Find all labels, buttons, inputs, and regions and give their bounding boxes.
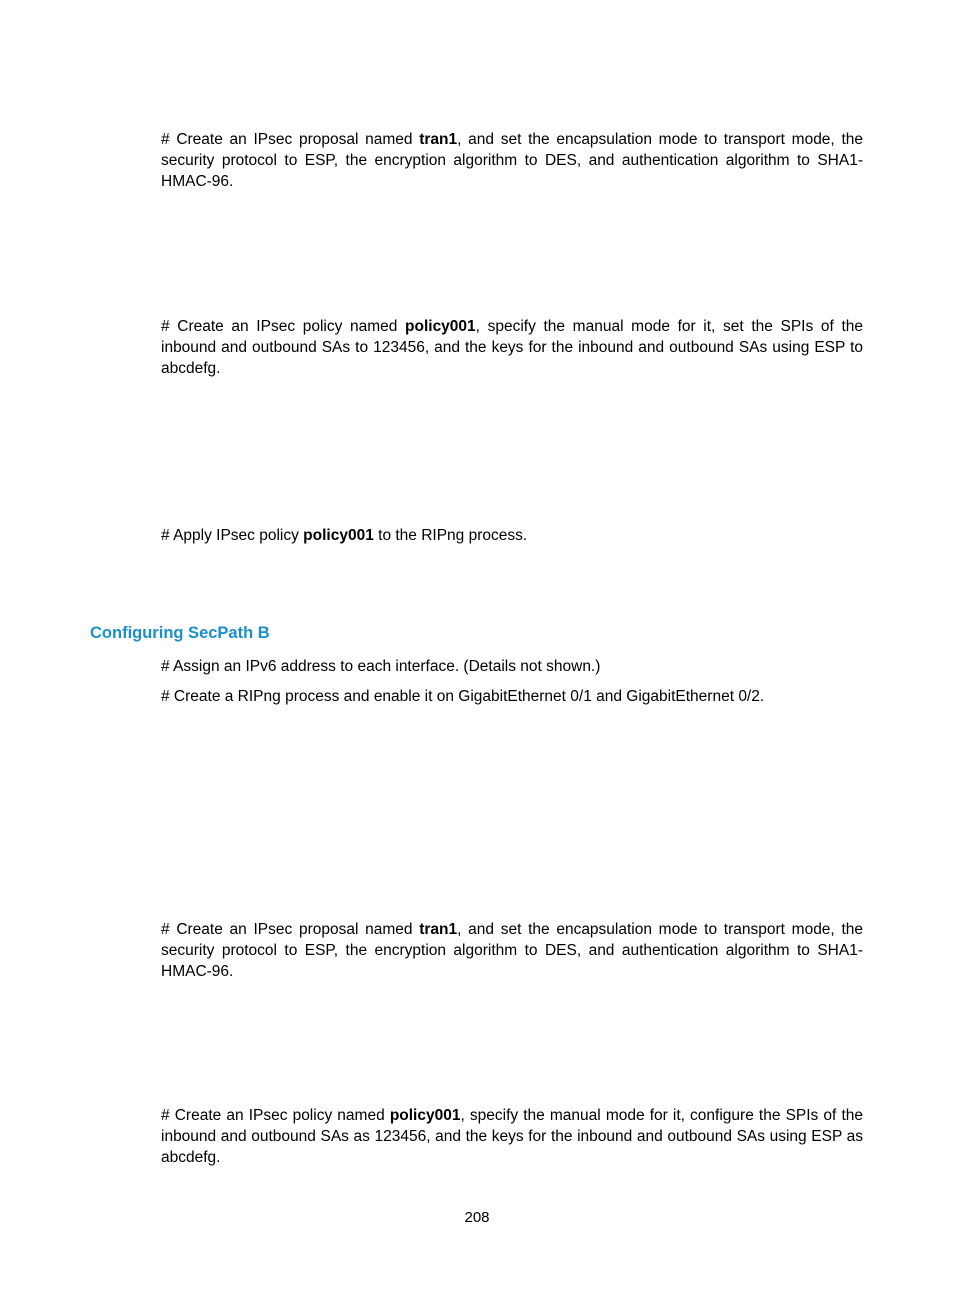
proposal-name: tran1 — [419, 131, 458, 148]
paragraph-text: , and set the encapsulation mode to transport mode, the security protocol to ESP, the encryption algorithm to DES, and authentication algorithm to SHA1-HMAC-96. — [161, 921, 863, 980]
paragraph-create-proposal-a — [161, 129, 863, 192]
paragraph-text: , specify the manual mode for it, set the SPIs of the inbound and outbound SAs to 123456, and the keys for the inbound and outbound SAs using ESP to abcdefg. — [161, 318, 863, 377]
policy-name: policy001 — [303, 527, 374, 544]
paragraph-text: # Create an IPsec proposal named — [161, 921, 420, 938]
paragraph-create-proposal-b — [161, 919, 863, 982]
proposal-name: tran1 — [419, 921, 458, 938]
paragraph-text: # Create an IPsec policy named — [161, 318, 406, 335]
paragraph-text: # Create an IPsec proposal named — [161, 131, 420, 148]
paragraph-text: , and set the encapsulation mode to transport mode, the security protocol to ESP, the encryption algorithm to DES, and authentication algorithm to SHA1-HMAC-96. — [161, 131, 863, 190]
paragraph-text: , specify the manual mode for it, configure the SPIs of the inbound and outbound SAs as 123456, and the keys for the inbound and outbound SAs using ESP as abcdefg. — [161, 1107, 863, 1166]
paragraph-text: # Apply IPsec policy — [161, 527, 304, 544]
paragraph-assign-ipv6: # Assign an IPv6 address to each interface. (Details not shown.) — [161, 658, 601, 675]
paragraph-apply-policy — [161, 525, 863, 546]
page-number: 208 — [464, 1209, 490, 1226]
policy-name: policy001 — [389, 1107, 461, 1124]
section-heading: Configuring SecPath B — [90, 624, 270, 642]
paragraph-text: to the RIPng process. — [373, 527, 528, 544]
paragraph-create-policy-a — [161, 316, 863, 379]
policy-name: policy001 — [405, 318, 476, 335]
paragraph-create-policy-b — [161, 1105, 863, 1168]
paragraph-text: # Create an IPsec policy named — [161, 1107, 390, 1124]
paragraph-create-ripng: # Create a RIPng process and enable it on GigabitEthernet 0/1 and GigabitEthernet 0/2. — [161, 688, 765, 705]
